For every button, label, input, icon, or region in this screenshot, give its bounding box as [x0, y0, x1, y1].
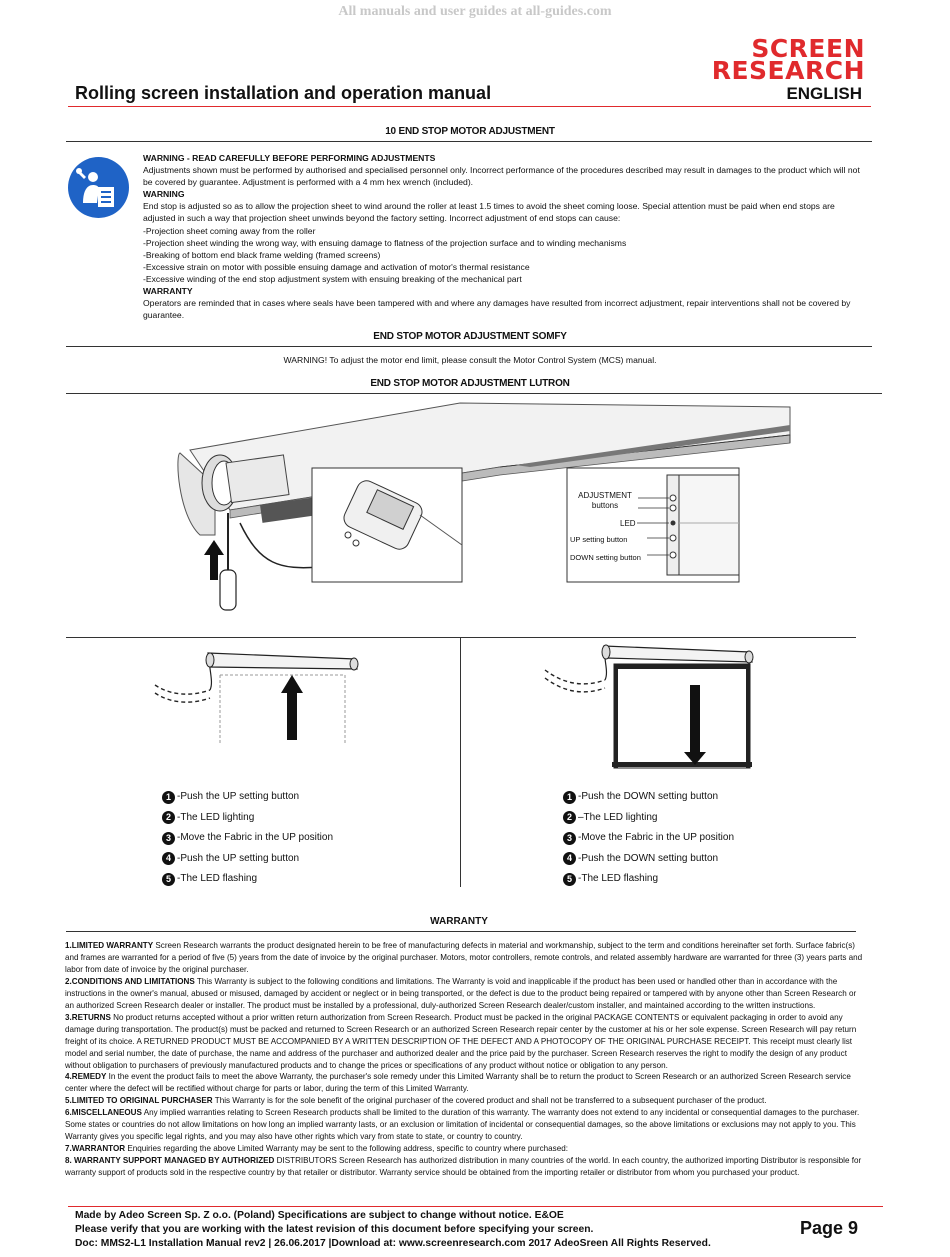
- cause-item: -Excessive winding of the end stop adjustment system with ensuing breaking of the mechanical part: [143, 273, 522, 284]
- step-text: -Move the Fabric in the UP position: [177, 832, 334, 843]
- warranty-item-text: This Warranty is for the sole benefit of the original purchaser of the covered product and shall not be transferred to a subsequent purchaser of the product.: [212, 1096, 767, 1106]
- step-number: 1: [162, 791, 175, 804]
- step-item: [563, 787, 734, 808]
- cause-item: -Excessive strain on motor with possible ensuing damage and activation of motor's thermal resistance: [143, 261, 530, 272]
- label-down-button: DOWN setting button: [570, 553, 641, 562]
- warranty-item-text: DISTRIBUTORS Screen Research has authorized distribution in many countries of the world. In each country, the authorized importing Distributor is responsible for warranty support of products sold in the respective country by that retailer or distributor. Warranty service should be obtained from the importing retailer or distributor from whom you purchased your product.: [65, 1156, 862, 1178]
- step-text: -Push the DOWN setting button: [578, 791, 719, 802]
- warranty-note-title: WARRANTY: [143, 286, 193, 297]
- label-up-button: UP setting button: [570, 535, 628, 544]
- section-rule: [66, 393, 882, 394]
- step-number: 1: [563, 791, 576, 804]
- step-item: [563, 828, 734, 849]
- warning-block: [143, 152, 868, 321]
- step-text: -The LED flashing: [578, 873, 659, 884]
- warranty-item-text: No product returns accepted without a prior written return authorization from Screen Research. Product must be packed in the original PACKAGE CONTENTS or equivalent packaging in order to avoid any damage during transportation. The product(s) must be packed and returned to Screen Research or an authorized Screen Research repair center by the customer at his or her sole expense. Screen Research will pay return freight of its choice. A RETURNED PRODUCT MUST BE ACCOMPANIED BY A WRITTEN DESCRIPTION OF THE DEFECT AND A PHOTOCOPY OF THE ORIGINAL PURCHASE RECEIPT. This receipt must clearly list model and serial number, the date of purchase, the name and address of the purchaser and authorized dealer and the price paid by the purchaser. Screen Research reserves the right to modify the design of any product without obligation to purchasers of previously manufactured products and to change the prices or specifications of any product without notice or obligation to any person.: [65, 1012, 857, 1070]
- warranty-item-title: 8. WARRANTY SUPPORT MANAGED BY AUTHORIZED: [65, 1156, 275, 1166]
- step-number: 5: [162, 873, 175, 886]
- warranty-heading: WARRANTY: [430, 916, 488, 927]
- step-text: -Push the UP setting button: [177, 852, 300, 864]
- language-label: ENGLISH: [786, 84, 862, 103]
- warranty-item: [65, 1095, 865, 1107]
- warranty-item-title: 6.MISCELLANEOUS: [65, 1108, 142, 1118]
- step-item: [563, 808, 734, 829]
- warranty-note-text: Operators are reminded that in cases where seals have been tampered with and where any damages have resulted from incorrect adjustment, repair interventions shall not be covered by guarantee.: [143, 298, 851, 321]
- warranty-item: [65, 1012, 865, 1072]
- steps-down-list: [563, 787, 734, 890]
- warranty-item-title: 7.WARRANTOR: [65, 1144, 126, 1154]
- lutron-motor-illustration: [170, 395, 800, 620]
- warranty-item-title: 5.LIMITED TO ORIGINAL PURCHASER: [65, 1096, 213, 1106]
- brand-logo-line1: SCREEN: [751, 34, 865, 63]
- panel-rule: [66, 637, 856, 638]
- warranty-item: [65, 976, 865, 1012]
- watermark: All manuals and user guides at all-guides.com: [338, 4, 612, 19]
- section-heading-lutron: END STOP MOTOR ADJUSTMENT LUTRON: [370, 378, 570, 389]
- step-item: [563, 849, 734, 870]
- step-text: -Move the Fabric in the UP position: [578, 832, 735, 843]
- step-number: 3: [162, 832, 175, 845]
- step-number: 3: [563, 832, 576, 845]
- warranty-item: [65, 1071, 865, 1095]
- footer-rule: [68, 1206, 883, 1207]
- warranty-item: [65, 940, 865, 976]
- brand-logo-line2: RESEARCH: [711, 56, 865, 85]
- section-rule: [66, 141, 872, 142]
- brand-logo: [655, 34, 865, 85]
- step-item: [162, 869, 333, 890]
- page-number: Page 9: [800, 1218, 859, 1238]
- warranty-rule: [66, 931, 856, 932]
- section-heading-end-stop: 10 END STOP MOTOR ADJUSTMENT: [385, 126, 555, 137]
- label-led: LED: [620, 519, 636, 528]
- step-number: 4: [563, 852, 576, 865]
- warranty-item: [65, 1155, 865, 1179]
- step-item: [162, 808, 333, 829]
- warranty-item: [65, 1107, 865, 1143]
- warranty-item: [65, 1143, 865, 1155]
- footer: [75, 1209, 711, 1251]
- roll-down-illustration: [540, 640, 760, 770]
- warning-title: WARNING - READ CAREFULLY BEFORE PERFORMING ADJUSTMENTS: [143, 153, 436, 163]
- cause-item: -Breaking of bottom end black frame welding (framed screens): [143, 249, 381, 260]
- step-text: –The LED lighting: [578, 811, 658, 823]
- warranty-item-title: 2.CONDITIONS AND LIMITATIONS: [65, 976, 195, 986]
- warranty-item-text: Screen Research warrants the product designated herein to be free of manufacturing defects in material and workmanship, subject to the term and conditions hereinafter set forth. Surface fabric(s) and frames are warranted for a period of five (5) years from the date of invoice by the original purchaser. Motors, motor controllers, remote controls, and related assembly hardware are warranted for three (3) years parts and labor from date of invoice by the original purchaser.: [65, 941, 863, 974]
- section-rule: [66, 346, 872, 347]
- warranty-item-text: This Warranty is subject to the following conditions and limitations. The Warranty is void and inapplicable if the product has been used or handled other than in accordance with the instructions in the owner's manual, abused or misused, damaged by accident or neglect or in being transported, or the defect is due to the product being repaired or tampered with by anyone other than Screen Research or an authorized Screen Research dealer or installer. The product must be installed by a professional, duly-authorized Screen Research dealer/custom installer, and maintained according to the written instructions.: [65, 976, 857, 1010]
- cause-item: -Projection sheet coming away from the roller: [143, 225, 316, 236]
- somfy-text: WARNING! To adjust the motor end limit, please consult the Motor Control System (MCS) manual.: [283, 355, 657, 365]
- step-item: [162, 787, 333, 808]
- footer-line2: Please verify that you are working with the latest revision of this document before specifying your screen.: [75, 1224, 594, 1235]
- warning-text: Adjustments shown must be performed by authorised and specialised personnel only. Incorrect performance of the procedures described may result in damages to the product which will not be covered by guarantee. Adjustment is performed with a 4 mm hex wrench (included).: [143, 165, 860, 188]
- warranty-item-text: In the event the product fails to meet the above Warranty, the purchaser's sole remedy under this Limited Warranty shall be to return the product to Screen Research or an authorized Screen Research service center where the defect will be rectified without charge for parts or labor, during the term of this Limited Warranty.: [65, 1072, 851, 1094]
- step-text: -The LED lighting: [177, 811, 255, 823]
- warranty-terms: [65, 940, 865, 1179]
- step-text: -Push the DOWN setting button: [578, 852, 719, 864]
- cause-item: -Projection sheet winding the wrong way, with ensuing damage to flatness of the projection surface and to winding mechanisms: [143, 237, 627, 248]
- roll-up-illustration: [150, 645, 365, 755]
- technician-manual-icon: [68, 157, 129, 218]
- label-adjustment-buttons-line2: buttons: [591, 501, 619, 510]
- warning2-title: WARNING: [143, 189, 185, 200]
- header-rule: [68, 106, 871, 107]
- section-heading-somfy: END STOP MOTOR ADJUSTMENT SOMFY: [373, 331, 567, 342]
- footer-line3: Doc: MMS2-L1 Installation Manual rev2 | 26.06.2017 |Download at: www.screenresearch.com 2017 AdeoSreen All Rights Reserved.: [75, 1238, 711, 1249]
- warranty-item-text: Any implied warranties relating to Screen Research products shall be limited to the duration of this warranty. The warranty does not extend to any incidental or consequential damages to the purchaser. Some states or countries do not allow limitations on how long an implied warranty lasts, or an exclusion or limitation of incidental or consequential damages, so the above limitations or exclusions may not apply to you. This Warranty gives you specific legal rights, and you may also have other rights which vary from state to state, or country to country.: [65, 1108, 860, 1142]
- step-item: [563, 869, 734, 890]
- panel-divider: [460, 637, 461, 887]
- step-number: 2: [162, 811, 175, 824]
- warranty-item-title: 3.RETURNS: [65, 1012, 111, 1022]
- steps-up-list: [162, 787, 333, 890]
- label-adjustment-buttons: [570, 491, 640, 511]
- warning2-text: End stop is adjusted so as to allow the projection sheet to wind around the roller at least 1.5 times to avoid the sheet coming loose. Special attention must be paid when end stops are adjusted in such a way that projection sheet unwinds beyond the factory setting. Incorrect adjustment of end stops can cause:: [143, 201, 835, 224]
- warranty-item-text: Enquiries regarding the above Limited Warranty may be sent to the following address, specific to country where purchased:: [125, 1144, 568, 1154]
- step-number: 2: [563, 811, 576, 824]
- warranty-item-title: 1.LIMITED WARRANTY: [65, 941, 154, 950]
- step-text: -Push the UP setting button: [177, 791, 300, 802]
- step-item: [162, 849, 333, 870]
- step-item: [162, 828, 333, 849]
- step-number: 4: [162, 852, 175, 865]
- warranty-item-title: 4.REMEDY: [65, 1072, 107, 1082]
- footer-line1: Made by Adeo Screen Sp. Z o.o. (Poland) Specifications are subject to change without notice. E&OE: [75, 1210, 564, 1221]
- document-title: Rolling screen installation and operation manual: [75, 83, 492, 103]
- label-adjustment-buttons-line1: ADJUSTMENT: [578, 491, 632, 500]
- step-text: -The LED flashing: [177, 873, 258, 884]
- step-number: 5: [563, 873, 576, 886]
